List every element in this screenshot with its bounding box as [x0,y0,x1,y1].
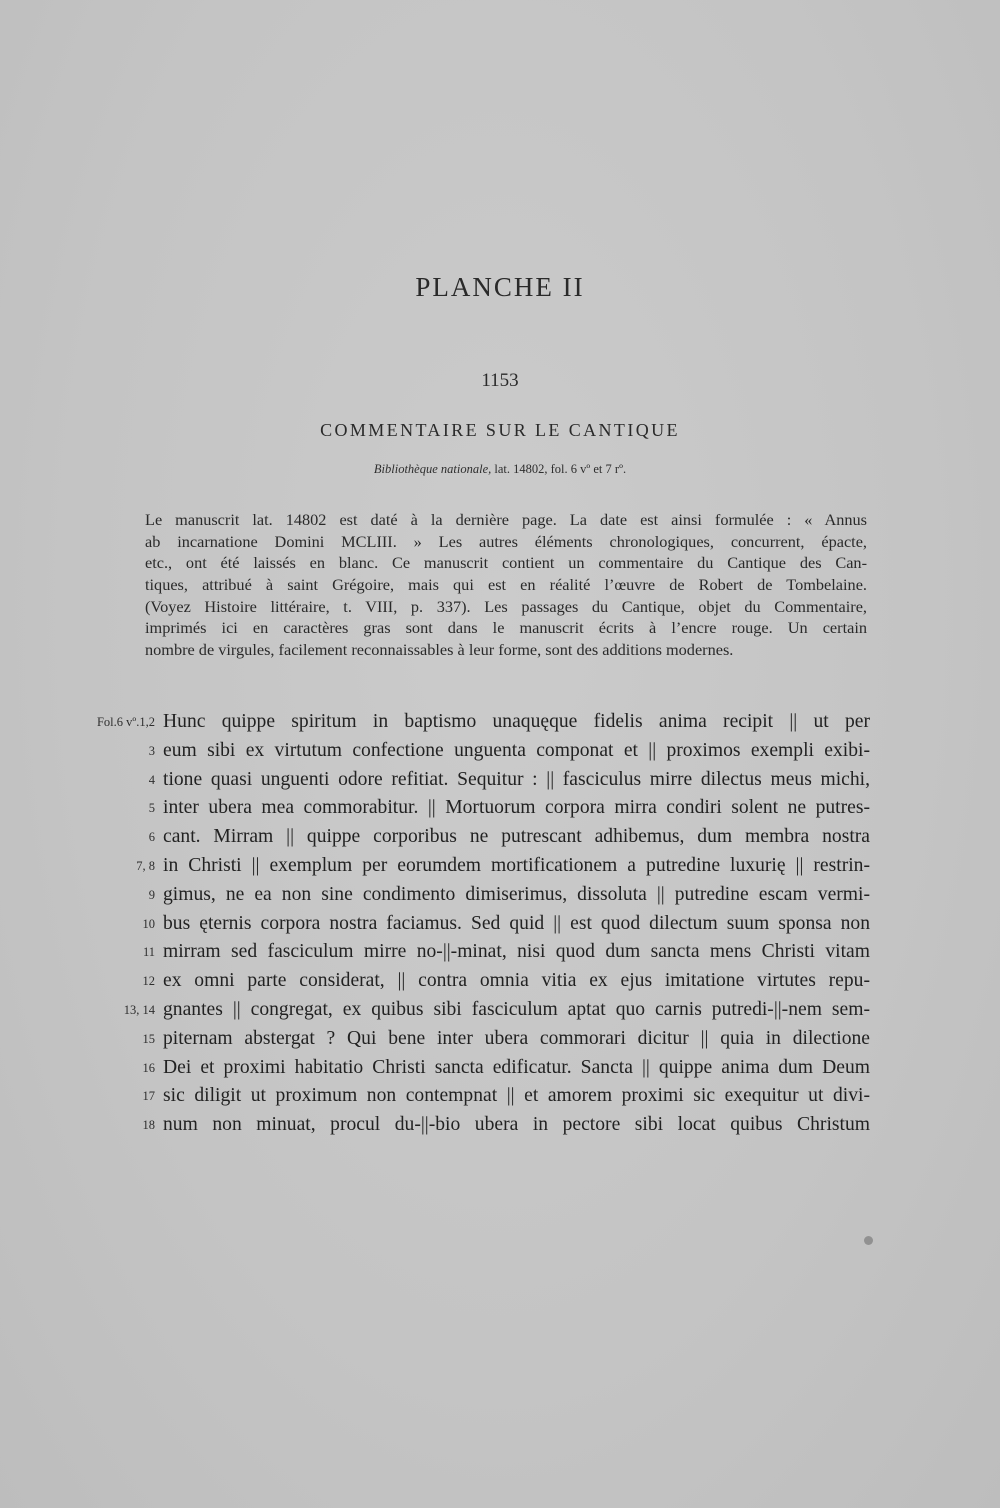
line-number: 16 [142,1060,155,1075]
year-heading: 1153 [481,370,519,391]
intro-line: nombre de virgules, facilement reconnaissables à leur forme, sont des additions modernes. [145,640,734,660]
transcription-line [60,708,870,737]
transcription-line [60,881,870,910]
line-text: piternam abstergat ? Qui bene inter ubera commorari dicitur || quia in dilectione [163,1027,870,1049]
transcription-line [60,1082,870,1111]
line-text: cant. Mirram || quippe corporibus ne putrescant adhibemus, dum membra nostra [163,826,870,848]
transcription-line [60,1025,870,1054]
source-library: Bibliothèque nationale, [373,462,492,476]
line-number: 11 [142,945,155,960]
line-number: 3 [148,743,155,758]
line-number: 4 [148,772,155,787]
line-number: 12 [142,974,155,989]
transcription-line [60,737,870,766]
intro-line: etc., ont été laissés en blanc. Ce manuscrit contient un commentaire du Cantique des Can- [145,553,867,573]
transcription-line [60,823,870,852]
intro-line: imprimés ici en caractères gras sont dans le manuscrit écrits à l’encre rouge. Un certain [145,618,867,638]
line-number: 18 [142,1118,155,1133]
line-text: gimus, ne ea non sine condimento dimiserimus, dissoluta || putredine escam vermi- [163,883,870,905]
line-text: in Christi || exemplum per eorumdem mortificationem a putredine luxurię || restrin- [163,854,870,876]
transcription-line [60,1054,870,1083]
transcription-line [60,852,870,881]
line-text: ex omni parte considerat, || contra omnia vitia ex ejus imitatione virtutes repu- [163,970,870,992]
line-text: sic diligit ut proximum non contempnat || et amorem proximi sic exequitur ut divi- [163,1085,870,1107]
transcription-line [60,938,870,967]
line-text: mirram sed fasciculum mirre no-||-minat, nisi quod dum sancta mens Christi vitam [163,941,870,963]
intro-line: (Voyez Histoire littéraire, t. VIII, p. 337). Les passages du Cantique, objet du Commentaire, [145,596,867,616]
source-reference [0,462,1000,477]
transcription-line [60,766,870,795]
line-number: 5 [148,801,155,816]
line-text: eum sibi ex virtutum confectione unguenta componat et || proximos exempli exibi- [163,739,870,761]
plate-title: PLANCHE II [415,272,585,302]
intro-line: tiques, attribué à saint Grégoire, mais qui est en réalité l’œuvre de Robert de Tombelaine. [145,575,867,595]
line-number: 15 [142,1031,155,1046]
line-text: tione quasi unguenti odore refitiat. Sequitur : || fasciculus mirre dilectus meus michi, [163,768,870,790]
intro-line: Le manuscrit lat. 14802 est daté à la dernière page. La date est ainsi formulée : « Annus [145,510,867,529]
line-number: Fol.6 vº.1,2 [96,715,155,729]
transcription-block [60,708,870,1140]
line-text: inter ubera mea commorabitur. || Mortuorum corpora mirra condiri solent ne putres- [163,797,870,819]
line-number: 6 [148,830,155,845]
work-title: COMMENTAIRE SUR LE CANTIQUE [320,420,680,440]
transcription-line [60,996,870,1025]
intro-paragraph [145,509,867,661]
transcription-line [60,794,870,823]
line-number: 13, 14 [123,1002,155,1017]
paper-stain [864,1236,873,1245]
line-number: 10 [142,916,155,931]
source-shelfmark: lat. 14802, fol. 6 vº et 7 rº. [491,462,627,476]
transcription-line [60,967,870,996]
transcription-line [60,910,870,939]
line-text: num non minuat, procul du-||-bio ubera in pectore sibi locat quibus Christum [163,1114,870,1136]
line-text: bus ęternis corpora nostra faciamus. Sed quid || est quod dilectum suum sponsa non [163,912,870,934]
line-number: 9 [148,887,155,902]
line-number: 17 [142,1089,155,1104]
line-text: gnantes || congregat, ex quibus sibi fasciculum aptat quo carnis putredi-||-nem sem- [163,998,870,1020]
intro-line: ab incarnatione Domini MCLIII. » Les autres éléments chronologiques, concurrent, épacte, [145,531,867,551]
line-text: Dei et proximi habitatio Christi sancta edificatur. Sancta || quippe anima dum Deum [163,1056,870,1078]
transcription-line [60,1111,870,1140]
line-text: Hunc quippe spiritum in baptismo unaquęque fidelis anima recipit || ut per [163,711,870,732]
line-number: 7, 8 [136,858,155,873]
